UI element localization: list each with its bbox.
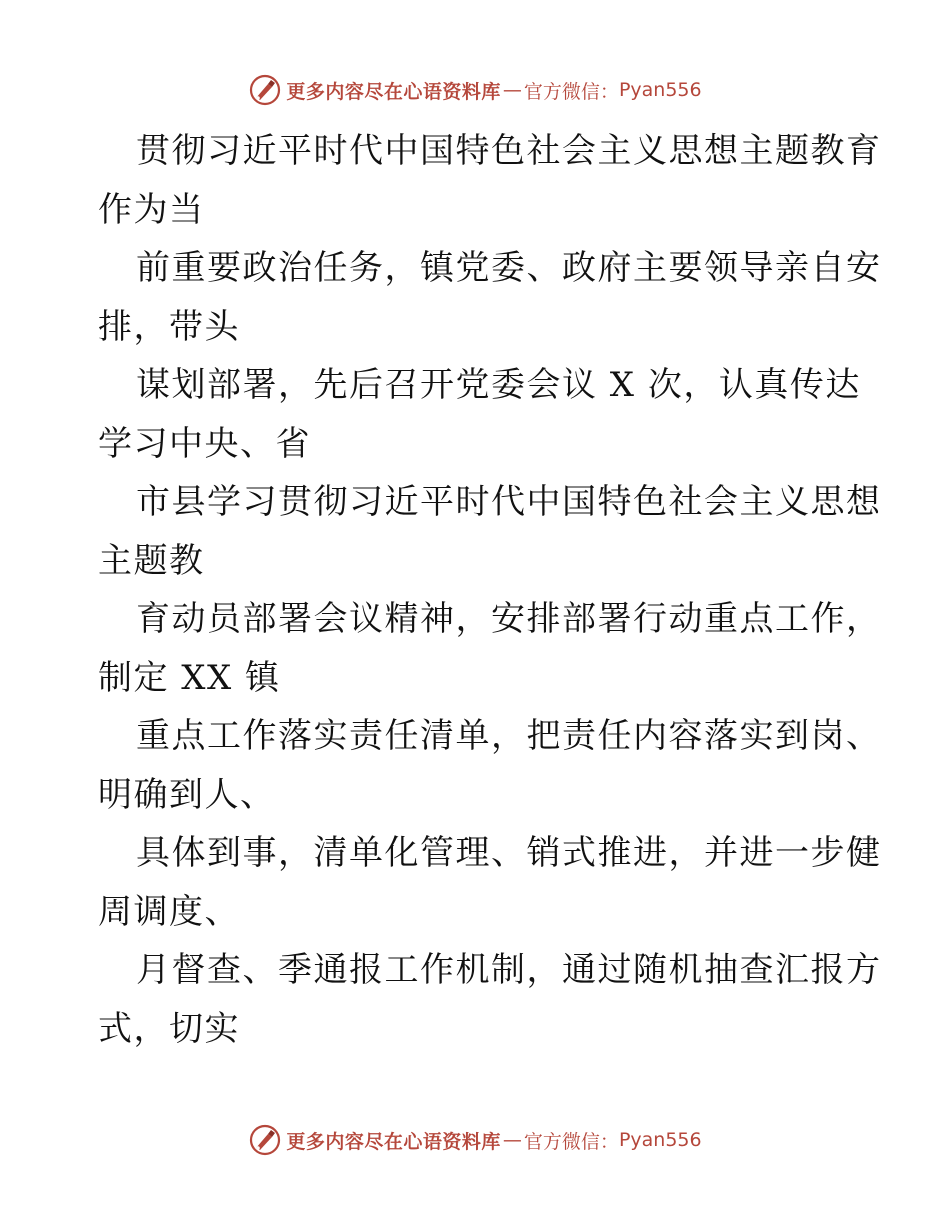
paragraph-6 [98, 707, 882, 824]
banner-text: 更多内容尽在心语资料库 [286, 80, 501, 103]
banner-wechat-label: 官方微信： [523, 80, 619, 103]
document-body [98, 122, 882, 1058]
paragraph-line: 贯彻习近平时代中国特色社会主义思想主题教育 [136, 131, 882, 171]
paragraph-7 [98, 824, 882, 941]
paragraph-line: 市县学习贯彻习近平时代中国特色社会主义思想 [136, 482, 882, 522]
banner-wechat-id: Pyan556 [618, 79, 702, 101]
pen-circle-logo-icon [248, 1123, 282, 1157]
banner-dash: — [502, 1129, 522, 1151]
paragraph-3 [98, 356, 861, 473]
paragraph-line: 作为当 [98, 189, 205, 230]
paragraph-line: 主题教 [98, 540, 205, 581]
paragraph-line: 月督查、季通报工作机制，通过随机抽查汇报方 [136, 950, 882, 990]
paragraph-line: 式，切实 [98, 1008, 240, 1049]
paragraph-line: 前重要政治任务，镇党委、政府主要领导亲自安 [136, 248, 882, 288]
banner-dash: — [502, 79, 522, 101]
paragraph-5 [98, 590, 882, 707]
footer-banner [0, 1120, 950, 1160]
paragraph-8 [98, 941, 882, 1058]
pen-circle-logo-icon [248, 73, 282, 107]
paragraph-line: 制定 XX 镇 [98, 657, 281, 698]
paragraph-line: 学习中央、省 [98, 423, 311, 464]
paragraph-line: 排，带头 [98, 306, 240, 347]
paragraph-line: 周调度、 [98, 891, 240, 932]
paragraph-line: 谋划部署，先后召开党委会议 X 次，认真传达 [136, 365, 861, 405]
header-banner [0, 70, 950, 110]
banner-text: 更多内容尽在心语资料库 [286, 1130, 501, 1153]
paragraph-line: 具体到事，清单化管理、销式推进，并进一步健 [136, 833, 882, 873]
paragraph-2 [98, 239, 882, 356]
paragraph-4 [98, 473, 882, 590]
paragraph-line: 育动员部署会议精神，安排部署行动重点工作， [136, 599, 882, 639]
banner-wechat-label: 官方微信： [523, 1130, 619, 1153]
paragraph-line: 重点工作落实责任清单，把责任内容落实到岗、 [136, 716, 882, 756]
banner-wechat-id: Pyan556 [618, 1129, 702, 1151]
paragraph-1 [98, 122, 882, 239]
paragraph-line: 明确到人、 [98, 774, 276, 815]
